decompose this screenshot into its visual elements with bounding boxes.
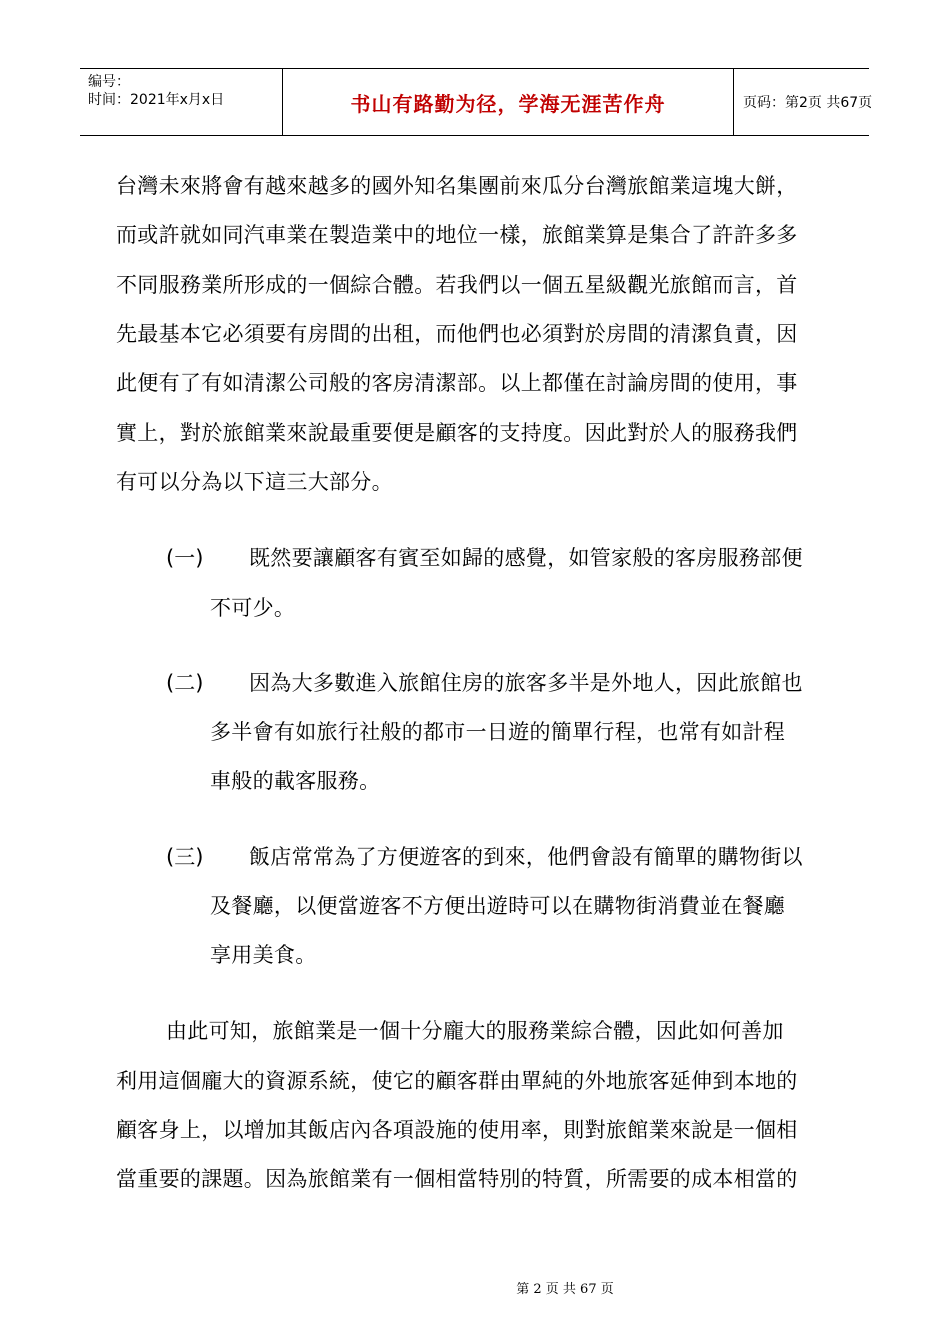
paragraph-line: 利用這個龐大的資源系統，使它的顧客群由單純的外地旅客延伸到本地的 xyxy=(116,1069,798,1093)
list-item-line: 既然要讓顧客有賓至如歸的感覺，如管家般的客房服務部便 xyxy=(249,546,803,570)
paragraph-line: 先最基本它必須要有房間的出租，而他們也必須對於房間的清潔負責，因 xyxy=(116,322,798,346)
list-item-line: 享用美食。 xyxy=(210,943,317,967)
list-item-line: 多半會有如旅行社般的都市一日遊的簡單行程，也常有如計程 xyxy=(210,720,786,744)
list-item-line: 及餐廳，以便當遊客不方便出遊時可以在購物街消費並在餐廳 xyxy=(210,894,786,918)
header-motto: 书山有路勤为径，学海无涯苦作舟 xyxy=(350,91,666,116)
page-footer: 第 2 页 共 67 页 xyxy=(516,1282,614,1297)
list-item-line: 飯店常常為了方便遊客的到來，他們會設有簡單的購物街以 xyxy=(249,845,803,869)
list-marker: (三) xyxy=(166,845,204,869)
paragraph-line: 不同服務業所形成的一個綜合體。若我們以一個五星級觀光旅館而言，首 xyxy=(116,273,798,297)
list-marker: (二) xyxy=(166,671,204,695)
list-item-line: 因為大多數進入旅館住房的旅客多半是外地人，因此旅館也 xyxy=(249,671,803,695)
paragraph-line: 而或許就如同汽車業在製造業中的地位一樣，旅館業算是集合了許許多多 xyxy=(116,223,798,247)
paragraph-line: 當重要的課題。因為旅館業有一個相當特別的特質，所需要的成本相當的 xyxy=(116,1167,798,1191)
paragraph-line: 由此可知，旅館業是一個十分龐大的服務業綜合體，因此如何善加 xyxy=(166,1019,784,1043)
paragraph-line: 顧客身上，以增加其飯店內各項設施的使用率，則對旅館業來說是一個相 xyxy=(116,1118,798,1142)
document-number-label: 编号： xyxy=(88,74,130,90)
paragraph-line: 台灣未來將會有越來越多的國外知名集團前來瓜分台灣旅館業這塊大餅， xyxy=(116,174,798,198)
paragraph-line: 此便有了有如清潔公司般的客房清潔部。以上都僅在討論房間的使用，事 xyxy=(116,371,798,395)
document-date-label: 时间：2021年x月x日 xyxy=(88,92,225,108)
header-page-info: 页码：第2页 共67页 xyxy=(743,95,873,111)
list-item-line: 不可少。 xyxy=(210,596,296,620)
paragraph-line: 有可以分為以下這三大部分。 xyxy=(116,470,393,494)
list-marker: (一) xyxy=(166,546,204,570)
paragraph-line: 實上，對於旅館業來說最重要便是顧客的支持度。因此對於人的服務我們 xyxy=(116,421,798,445)
list-item-line: 車般的載客服務。 xyxy=(210,769,381,793)
